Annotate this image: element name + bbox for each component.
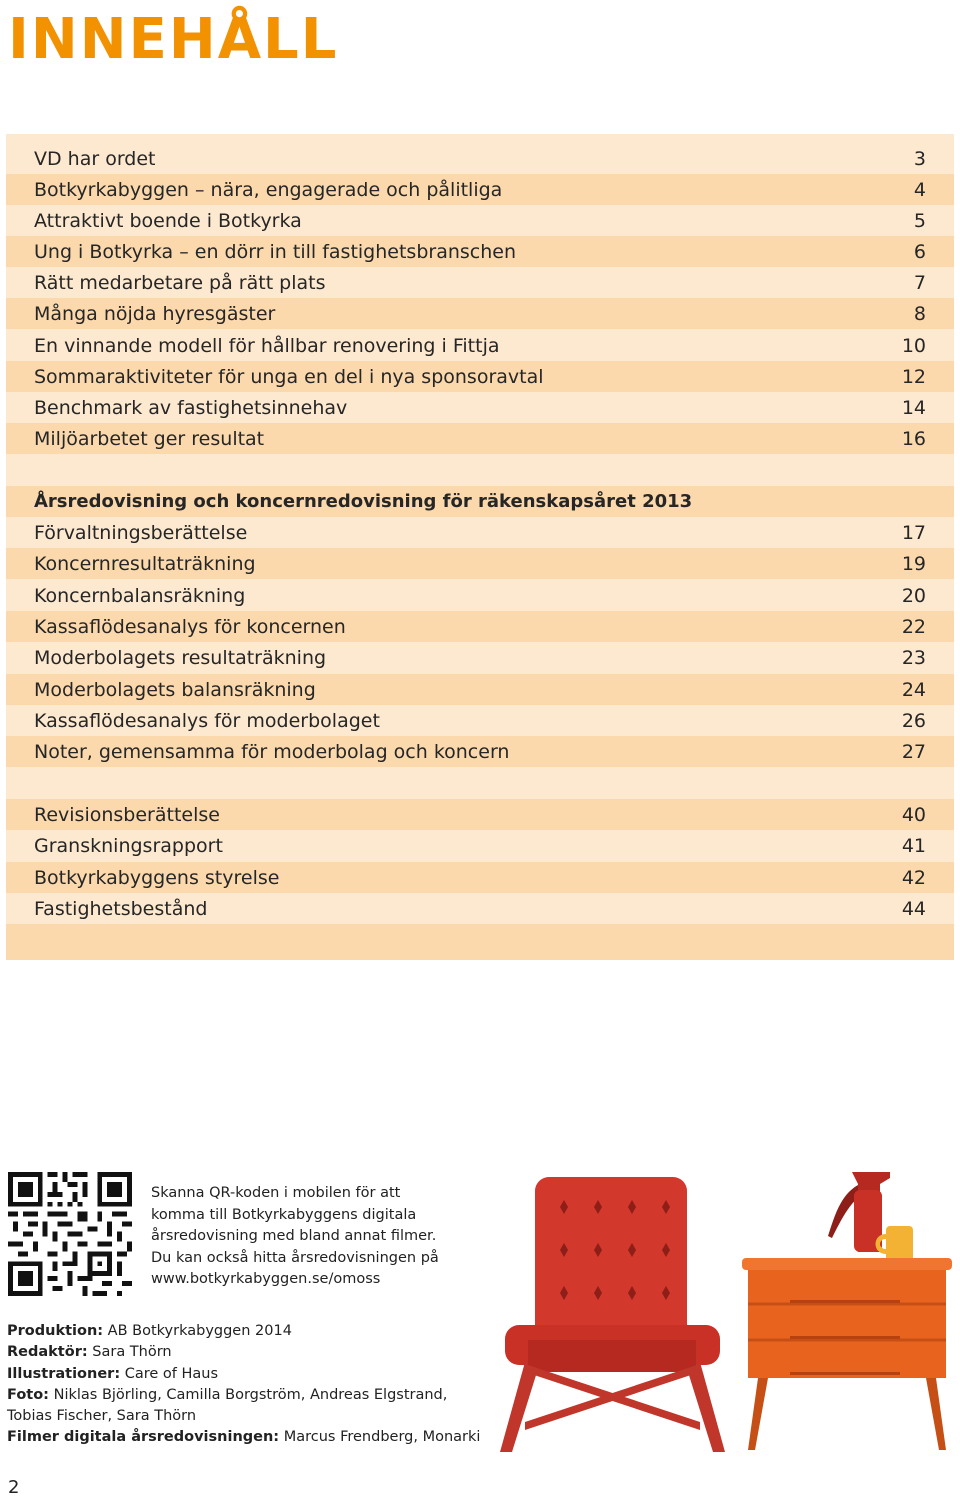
toc-page: 6 <box>913 240 926 263</box>
toc-row[interactable] <box>6 580 954 611</box>
section-heading-label: Årsredovisning och koncernredovisning för räkenskapsåret 2013 <box>34 491 693 512</box>
toc-page: 27 <box>901 740 926 763</box>
toc-row[interactable] <box>6 799 954 830</box>
toc-label: Kassaflödesanalys för koncernen <box>34 615 346 638</box>
qr-code-icon[interactable] <box>8 1172 132 1296</box>
toc-page: 44 <box>901 897 926 920</box>
credit-line <box>7 1364 477 1385</box>
toc-page: 16 <box>901 427 926 450</box>
table-of-contents <box>6 134 954 960</box>
toc-label: Rätt medarbetare på rätt plats <box>34 271 326 294</box>
toc-page: 23 <box>901 646 926 669</box>
qr-text-link[interactable]: www.botkyrkabyggen.se/omoss <box>151 1271 381 1287</box>
toc-row[interactable] <box>6 830 954 861</box>
toc-row[interactable] <box>6 674 954 705</box>
credit-line <box>7 1406 477 1427</box>
toc-row[interactable] <box>6 267 954 298</box>
page-number: 2 <box>8 1477 20 1498</box>
toc-row[interactable] <box>6 143 954 174</box>
qr-instructions <box>151 1183 451 1291</box>
toc-label: Moderbolagets balansräkning <box>34 678 316 701</box>
credit-value: Marcus Frendberg, Monarki <box>279 1429 481 1446</box>
toc-row[interactable] <box>6 893 954 924</box>
toc-row[interactable] <box>6 548 954 579</box>
credit-label: Redaktör: <box>7 1344 88 1361</box>
toc-page: 24 <box>901 678 926 701</box>
toc-page: 17 <box>901 521 926 544</box>
credit-value: Tobias Fischer, Sara Thörn <box>7 1408 197 1425</box>
credit-value: Sara Thörn <box>87 1344 172 1361</box>
credit-line <box>7 1321 477 1342</box>
toc-page: 5 <box>913 209 926 232</box>
armchair-illustration-icon <box>500 1177 725 1452</box>
toc-label: Moderbolagets resultaträkning <box>34 646 327 669</box>
credit-line <box>7 1342 477 1363</box>
toc-row[interactable] <box>6 642 954 673</box>
toc-label: Sommaraktiviteter för unga en del i nya sponsoravtal <box>34 365 544 388</box>
toc-row[interactable] <box>6 174 954 205</box>
toc-label: Förvaltningsberättelse <box>34 521 248 544</box>
toc-page: 41 <box>901 834 926 857</box>
toc-page: 3 <box>913 147 926 170</box>
credit-label: Produktion: <box>7 1323 104 1339</box>
qr-text-line: Du kan också hitta årsredovisningen på <box>151 1249 439 1266</box>
toc-row[interactable] <box>6 205 954 236</box>
toc-page: 22 <box>901 615 926 638</box>
toc-label: Koncernresultaträkning <box>34 552 256 575</box>
toc-label: Benchmark av fastighetsinnehav <box>34 396 348 419</box>
toc-label: Kassaflödesanalys för moderbolaget <box>34 709 380 732</box>
qr-text-line: årsredovisning med bland annat filmer. <box>151 1228 437 1244</box>
credit-value: Care of Haus <box>120 1365 219 1382</box>
toc-spacer <box>6 924 954 960</box>
toc-page: 10 <box>901 334 926 357</box>
toc-label: Noter, gemensamma för moderbolag och koncern <box>34 740 510 763</box>
toc-row[interactable] <box>6 236 954 267</box>
toc-row[interactable] <box>6 705 954 736</box>
qr-text-line: komma till Botkyrkabyggens digitala <box>151 1206 417 1223</box>
page-title: INNEHÅLL <box>8 7 339 72</box>
credit-line <box>7 1427 481 1448</box>
toc-row[interactable] <box>6 423 954 454</box>
toc-page: 4 <box>913 178 926 201</box>
toc-label: Botkyrkabyggens styrelse <box>34 866 280 889</box>
toc-page: 42 <box>901 866 926 889</box>
credit-label: Illustrationer: <box>7 1365 121 1382</box>
toc-label: Revisionsberättelse <box>34 803 220 826</box>
toc-row[interactable] <box>6 736 954 767</box>
toc-page: 7 <box>913 271 926 294</box>
toc-page: 12 <box>901 365 926 388</box>
toc-page: 40 <box>901 803 926 826</box>
toc-row[interactable] <box>6 611 954 642</box>
toc-label: Granskningsrapport <box>34 834 223 857</box>
toc-label: Ung i Botkyrka – en dörr in till fastighetsbranschen <box>34 240 516 263</box>
credit-value: Niklas Björling, Camilla Borgström, Andreas Elgstrand, <box>48 1386 448 1403</box>
toc-row[interactable] <box>6 517 954 548</box>
toc-page: 20 <box>901 584 926 607</box>
credit-label: Filmer digitala årsredovisningen: <box>7 1429 280 1446</box>
credits <box>7 1321 481 1449</box>
toc-row[interactable] <box>6 330 954 361</box>
toc-spacer <box>6 768 954 799</box>
toc-label: Miljöarbetet ger resultat <box>34 427 265 450</box>
toc-spacer <box>6 454 954 485</box>
toc-page: 8 <box>913 302 926 325</box>
toc-label: Attraktivt boende i Botkyrka <box>34 209 302 232</box>
credit-line <box>7 1385 477 1406</box>
toc-page: 14 <box>901 396 926 419</box>
credit-label: Foto: <box>7 1386 49 1403</box>
qr-text-line: Skanna QR-koden i mobilen för att <box>151 1185 401 1201</box>
toc-label: Botkyrkabyggen – nära, engagerade och pålitliga <box>34 178 503 201</box>
toc-label: En vinnande modell för hållbar renovering i Fittja <box>34 334 500 357</box>
toc-page: 19 <box>901 552 926 575</box>
furniture-illustration <box>490 1160 955 1460</box>
toc-row[interactable] <box>6 361 954 392</box>
toc-label: VD har ordet <box>34 147 156 170</box>
toc-section-heading <box>6 486 954 517</box>
toc-row[interactable] <box>6 862 954 893</box>
toc-row[interactable] <box>6 298 954 329</box>
toc-label: Koncernbalansräkning <box>34 584 246 607</box>
toc-page: 26 <box>901 709 926 732</box>
toc-label: Fastighetsbestånd <box>34 897 208 920</box>
credit-value: AB Botkyrkabyggen 2014 <box>103 1323 292 1339</box>
dresser-illustration-icon <box>742 1258 952 1450</box>
toc-row[interactable] <box>6 392 954 423</box>
toc-label: Många nöjda hyresgäster <box>34 302 276 325</box>
